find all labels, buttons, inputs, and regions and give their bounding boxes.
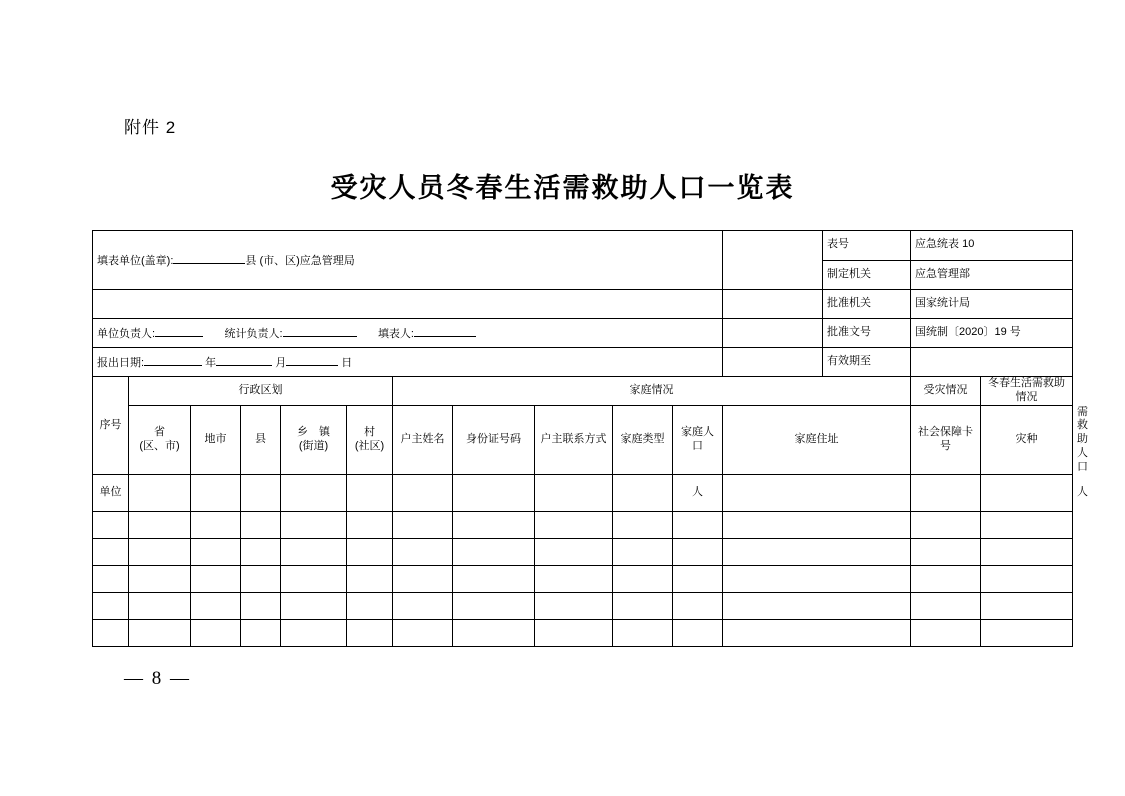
- cell-city[interactable]: [191, 593, 241, 620]
- col-city: 地市: [191, 405, 241, 475]
- col-family-type: 家庭类型: [613, 405, 673, 475]
- cell-village[interactable]: [347, 566, 393, 593]
- unit-row-label: 单位: [93, 475, 129, 512]
- column-header-row: 省 (区、市) 地市 县 乡 镇 (街道) 村 (社区) 户主姓名 身份证号码 户主联系方式 家庭类型 家庭人口 家庭住址 社会保障卡号 灾种 需救助人口: [93, 405, 1073, 475]
- meta-row-5: [93, 348, 1073, 377]
- unit-cell-social-security-card[interactable]: [911, 475, 981, 512]
- cell-seq[interactable]: [93, 512, 129, 539]
- cell-township[interactable]: [281, 539, 347, 566]
- col-family-population: 家庭人口: [673, 405, 723, 475]
- col-township: 乡 镇 (街道): [281, 405, 347, 475]
- col-contact: 户主联系方式: [535, 405, 613, 475]
- cell-disaster-type[interactable]: [981, 620, 1073, 647]
- attachment-label: 附件 2: [124, 118, 177, 137]
- unit-cell-householder-name[interactable]: [393, 475, 453, 512]
- unit-cell-family-address[interactable]: [723, 475, 911, 512]
- cell-family-address[interactable]: [723, 539, 911, 566]
- cell-village[interactable]: [347, 512, 393, 539]
- col-village: 村 (社区): [347, 405, 393, 475]
- cell-county[interactable]: [241, 512, 281, 539]
- filler-label: 填表人:: [377, 327, 414, 340]
- unit-cell-city[interactable]: [191, 475, 241, 512]
- cell-village[interactable]: [347, 593, 393, 620]
- cell-county[interactable]: [241, 566, 281, 593]
- stat-leader-label: 统计负责人:: [224, 327, 283, 340]
- report-day-blank[interactable]: [286, 354, 338, 366]
- cell-city[interactable]: [191, 539, 241, 566]
- cell-contact[interactable]: [535, 512, 613, 539]
- unit-cell-township[interactable]: [281, 475, 347, 512]
- cell-village[interactable]: [347, 620, 393, 647]
- cell-householder-name[interactable]: [393, 620, 453, 647]
- meta-value-biaohao: 应急统表 10: [911, 231, 1073, 261]
- unit-cell-county[interactable]: [241, 475, 281, 512]
- responsible-persons-cell: [93, 319, 723, 348]
- cell-id-number[interactable]: [453, 593, 535, 620]
- main-form-table: [92, 230, 1089, 647]
- unit-cell-village[interactable]: [347, 475, 393, 512]
- report-date-label: 报出日期:: [97, 356, 145, 369]
- cell-social-security-card[interactable]: [911, 512, 981, 539]
- cell-township[interactable]: [281, 620, 347, 647]
- cell-family-type[interactable]: [613, 566, 673, 593]
- fill-unit-prefix-label: 填表单位(盖章):: [97, 254, 174, 267]
- cell-township[interactable]: [281, 593, 347, 620]
- meta-value-pizhunwenhao: 国统制〔2020〕19 号: [911, 319, 1073, 348]
- header-seq: 序号: [93, 377, 129, 475]
- unit-leader-label: 单位负责人:: [97, 327, 156, 340]
- cell-family-population[interactable]: [673, 512, 723, 539]
- meta-label-youxiaoqi: 有效期至: [823, 348, 911, 377]
- header-family-situation: 家庭情况: [393, 377, 911, 406]
- table-row: [93, 620, 1073, 647]
- cell-seq[interactable]: [93, 593, 129, 620]
- cell-city[interactable]: [191, 566, 241, 593]
- cell-province[interactable]: [129, 539, 191, 566]
- cell-family-address[interactable]: [723, 593, 911, 620]
- cell-disaster-type[interactable]: [981, 512, 1073, 539]
- cell-family-type[interactable]: [613, 593, 673, 620]
- meta-spacer-cell-3: [723, 319, 823, 348]
- stat-leader-blank[interactable]: [283, 325, 357, 337]
- cell-township[interactable]: [281, 566, 347, 593]
- cell-disaster-type[interactable]: [981, 593, 1073, 620]
- page-title: 受灾人员冬春生活需救助人口一览表: [330, 173, 795, 204]
- page-number: — 8 —: [124, 668, 191, 689]
- cell-family-type[interactable]: [613, 539, 673, 566]
- cell-seq[interactable]: [93, 539, 129, 566]
- cell-county[interactable]: [241, 593, 281, 620]
- cell-village[interactable]: [347, 539, 393, 566]
- unit-cell-contact[interactable]: [535, 475, 613, 512]
- header-disaster-situation: 受灾情况: [911, 377, 981, 406]
- meta-blank-row-cell: [93, 290, 723, 319]
- cell-family-population[interactable]: [673, 593, 723, 620]
- report-year-blank[interactable]: [144, 354, 202, 366]
- col-disaster-type: 灾种: [981, 405, 1073, 475]
- col-social-security-card: 社会保障卡号: [911, 405, 981, 475]
- cell-social-security-card[interactable]: [911, 593, 981, 620]
- cell-householder-name[interactable]: [393, 593, 453, 620]
- cell-city[interactable]: [191, 620, 241, 647]
- cell-contact[interactable]: [535, 566, 613, 593]
- cell-contact[interactable]: [535, 620, 613, 647]
- cell-id-number[interactable]: [453, 566, 535, 593]
- col-householder-name: 户主姓名: [393, 405, 453, 475]
- cell-province[interactable]: [129, 512, 191, 539]
- unit-leader-blank[interactable]: [155, 325, 203, 337]
- cell-householder-name[interactable]: [393, 566, 453, 593]
- cell-province[interactable]: [129, 566, 191, 593]
- meta-value-youxiaoqi: [911, 348, 1073, 377]
- form-table-container: [92, 230, 1089, 647]
- cell-social-security-card[interactable]: [911, 566, 981, 593]
- column-group-header-row: [93, 377, 1073, 406]
- table-row: [93, 593, 1073, 620]
- filler-blank[interactable]: [414, 325, 476, 337]
- fill-unit-blank[interactable]: [173, 252, 245, 264]
- unit-cell-id-number[interactable]: [453, 475, 535, 512]
- fill-unit-suffix-label: 县 (市、区)应急管理局: [245, 254, 355, 267]
- col-family-address: 家庭住址: [723, 405, 911, 475]
- cell-county[interactable]: [241, 620, 281, 647]
- cell-province[interactable]: [129, 593, 191, 620]
- cell-contact[interactable]: [535, 539, 613, 566]
- cell-family-population[interactable]: [673, 566, 723, 593]
- table-row: [93, 539, 1073, 566]
- meta-value-zhidingjiguan: 应急管理部: [911, 260, 1073, 290]
- header-admin-division: 行政区划: [129, 377, 393, 406]
- cell-family-population[interactable]: [673, 539, 723, 566]
- cell-disaster-type[interactable]: [981, 566, 1073, 593]
- meta-row-4: [93, 319, 1073, 348]
- meta-spacer-cell: [723, 231, 823, 290]
- report-month-blank[interactable]: [216, 354, 272, 366]
- unit-cell-disaster-type[interactable]: [981, 475, 1073, 512]
- cell-family-population[interactable]: [673, 620, 723, 647]
- col-province: 省 (区、市): [129, 405, 191, 475]
- cell-family-address[interactable]: [723, 512, 911, 539]
- cell-householder-name[interactable]: [393, 512, 453, 539]
- cell-township[interactable]: [281, 512, 347, 539]
- meta-row-1: [93, 231, 1073, 261]
- cell-family-type[interactable]: [613, 512, 673, 539]
- col-id-number: 身份证号码: [453, 405, 535, 475]
- cell-province[interactable]: [129, 620, 191, 647]
- meta-row-3: [93, 290, 1073, 319]
- cell-seq[interactable]: [93, 566, 129, 593]
- cell-family-address[interactable]: [723, 566, 911, 593]
- day-label: 日: [341, 356, 353, 369]
- cell-id-number[interactable]: [453, 620, 535, 647]
- unit-cell-family-type[interactable]: [613, 475, 673, 512]
- cell-contact[interactable]: [535, 593, 613, 620]
- cell-id-number[interactable]: [453, 539, 535, 566]
- table-row: [93, 512, 1073, 539]
- meta-label-biaohao: 表号: [823, 231, 911, 261]
- cell-disaster-type[interactable]: [981, 539, 1073, 566]
- cell-family-type[interactable]: [613, 620, 673, 647]
- meta-label-pizhunjiguan: 批准机关: [823, 290, 911, 319]
- meta-spacer-cell-4: [723, 348, 823, 377]
- month-label: 月: [275, 356, 287, 369]
- col-county: 县: [241, 405, 281, 475]
- header-relief-situation: 冬春生活需救助情况: [981, 377, 1073, 406]
- fill-unit-cell: [93, 231, 723, 290]
- table-row: [93, 566, 1073, 593]
- unit-cell-family-population: 人: [673, 475, 723, 512]
- unit-cell-province[interactable]: [129, 475, 191, 512]
- cell-social-security-card[interactable]: [911, 620, 981, 647]
- cell-seq[interactable]: [93, 620, 129, 647]
- report-date-cell: [93, 348, 723, 377]
- meta-value-pizhunjiguan: 国家统计局: [911, 290, 1073, 319]
- cell-householder-name[interactable]: [393, 539, 453, 566]
- meta-spacer-cell-2: [723, 290, 823, 319]
- cell-city[interactable]: [191, 512, 241, 539]
- cell-social-security-card[interactable]: [911, 539, 981, 566]
- cell-county[interactable]: [241, 539, 281, 566]
- year-label: 年: [205, 356, 217, 369]
- cell-family-address[interactable]: [723, 620, 911, 647]
- cell-id-number[interactable]: [453, 512, 535, 539]
- unit-row: 单位 人 人: [93, 475, 1073, 512]
- meta-label-zhidingjiguan: 制定机关: [823, 260, 911, 290]
- meta-label-pizhunwenhao: 批准文号: [823, 319, 911, 348]
